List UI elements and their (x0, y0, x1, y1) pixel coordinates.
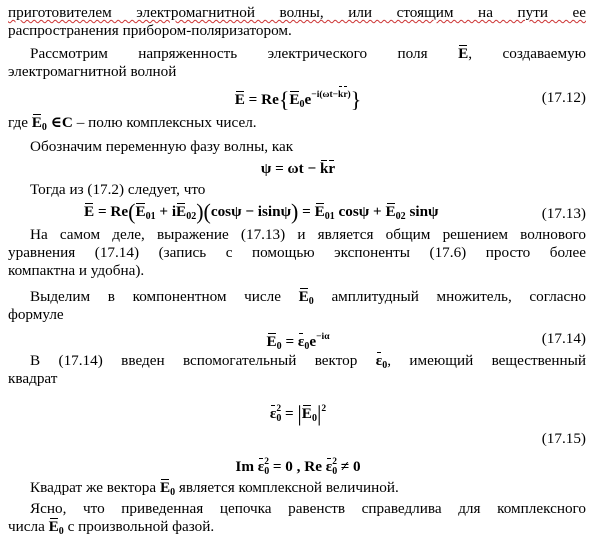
text-line: электромагнитной волной (8, 63, 177, 80)
equation-17-15a: $\varepsilon_0^2 = |E_0|^2$ (269, 401, 327, 426)
text-line: Рассмотрим напряженность электрического поля E, создаваемую (30, 45, 587, 62)
spellcheck-word: приготовителем электромагнитной волны, или стоящим на пути ее (8, 4, 586, 21)
text-line: Тогда из (17.2) следует, что (30, 181, 206, 198)
equation-17-13: $E = Re(E_{01} + iE_{02})(\cos\psi - isin\psi) = E_{01}$ $\cos\psi + E_{02}$ sinψ (84, 199, 439, 224)
text-line: Квадрат же вектора $E_0$ является комплексной величиной. (30, 479, 399, 498)
text-line: формуле (8, 306, 64, 323)
equation-17-14: $E_0 = \varepsilon_0e^{-i\alpha}$ (266, 332, 330, 352)
text-line: На самом деле, выражение (17.13) и является общим решением волнового (30, 226, 586, 243)
text-line: Выделим в компонентном числе $E_0$ амплитудный множитель, согласно (30, 288, 587, 307)
text-line: компактна и удобна). (8, 262, 145, 279)
text-line: Ясно, что приведенная цепочка равенств справедлива для комплексного (30, 500, 586, 517)
equation-phase: ψ = ωt − kr (260, 160, 336, 177)
equation-number: (17.13) (541, 205, 586, 222)
text-line: числа $E_0$ с произвольной фазой. (8, 518, 215, 537)
equation-number: (17.14) (541, 330, 586, 347)
text-line: уравнения (17.14) (запись с помощью экспоненты (17.6) просто более (8, 244, 586, 261)
text-line: В (17.14) введен вспомогательный вектор $\varepsilon_0$, имеющий вещественный (30, 352, 587, 371)
text-line: распространения прибором-поляризатором. (8, 22, 292, 39)
text-line: квадрат (8, 370, 58, 387)
text-line: Обозначим переменную фазу волны, как (30, 138, 294, 155)
text-line (8, 4, 586, 22)
equation-number: (17.12) (541, 89, 586, 106)
text-line: где $E_0$ ∈C – полю комплексных чисел. (8, 114, 257, 133)
equation-17-15b: Im $\varepsilon_0^2 = 0$ , Re $\varepsilon_0^2 \ne 0$ (235, 457, 361, 477)
equation-17-12: $E = Re\{E_0e^{-i(\omega t-kr)}\}$ (234, 87, 362, 112)
equation-number: (17.15) (541, 430, 586, 447)
